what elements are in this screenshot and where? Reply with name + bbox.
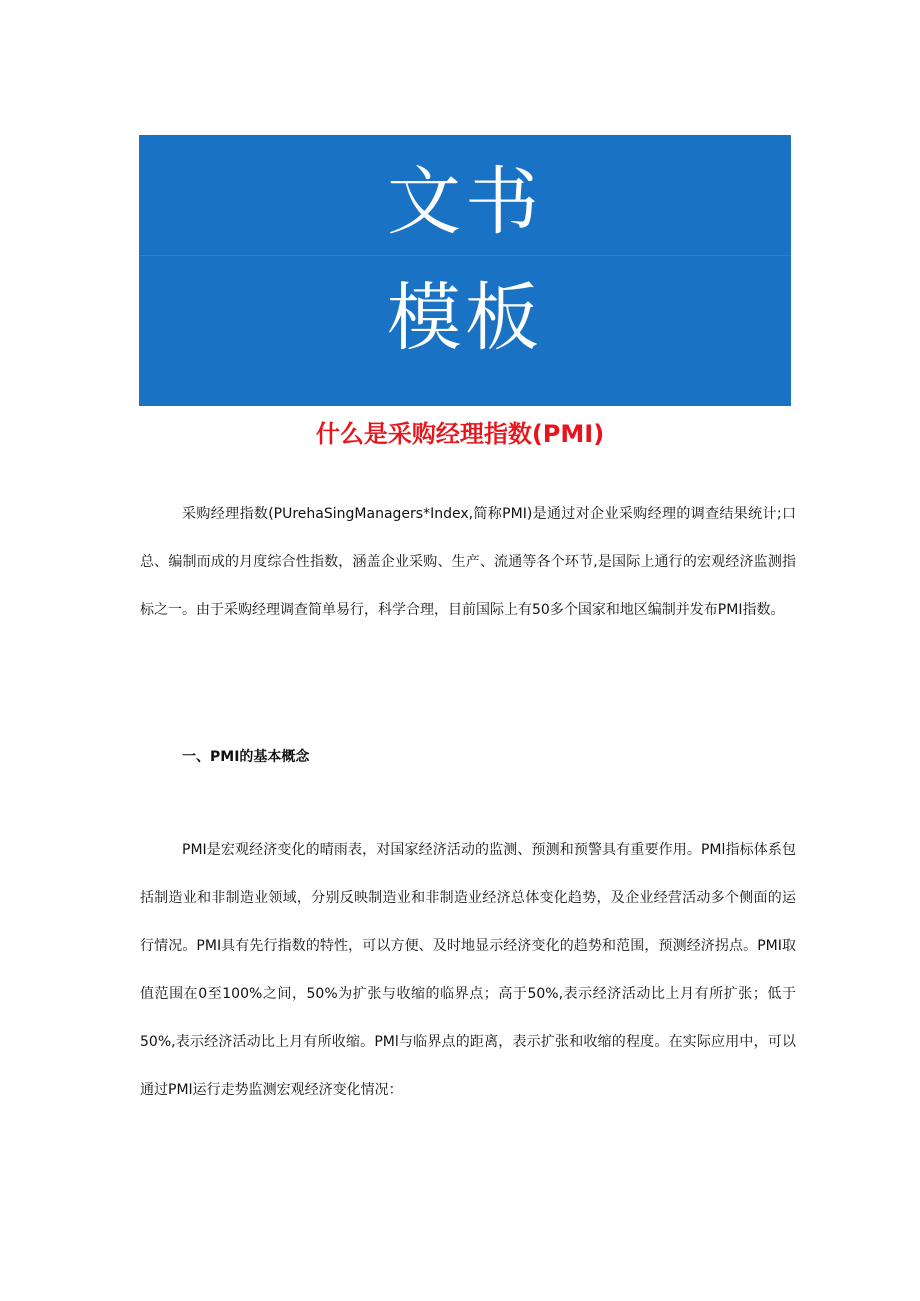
section-paragraph-basic-concept: PMI是宏观经济变化的晴雨表，对国家经济活动的监测、预测和预警具有重要作用。PMl指标体系包括制造业和非制造业领域，分别反映制造业和非制造业经济总体变化趋势，及企业经营活动多个侧面的运行情况。PMI具有先行指数的特性，可以方便、及时地显示经济变化的趋势和范围，预测经济拐点。PMI取值范围在0至100%之间，50%为扩张与收缩的临界点；高于50%,表示经济活动比上月有所扩张；低于50%,表示经济活动比上月有所收缩。PMl与临界点的距离，表示扩张和收缩的程度。在实际应用中，可以通过PMI运行走势监测宏观经济变化情况： <box>140 842 796 1098</box>
intro-paragraph: 采购经理指数(PUrehaSingManagers*Index,简称PMI)是通过对企业采购经理的调查结果统计;口总、编制而成的月度综合性指数，涵盖企业采购、生产、流通等各个环节,是国际上通行的宏观经济监测指标之一。由于采购经理调查简单易行，科学合理，目前国际上有50多个国家和地区编制并发布PMI指数。 <box>140 506 796 618</box>
banner-title-line-1: 文书 <box>387 159 543 245</box>
banner-title-line-2: 模板 <box>387 275 543 361</box>
document-title: 什么是采购经理指数(PMI) <box>315 420 605 448</box>
cover-banner <box>139 135 791 406</box>
section-heading-basic-concept: 一、PMI的基本概念 <box>182 749 310 765</box>
banner-divider <box>139 255 791 256</box>
